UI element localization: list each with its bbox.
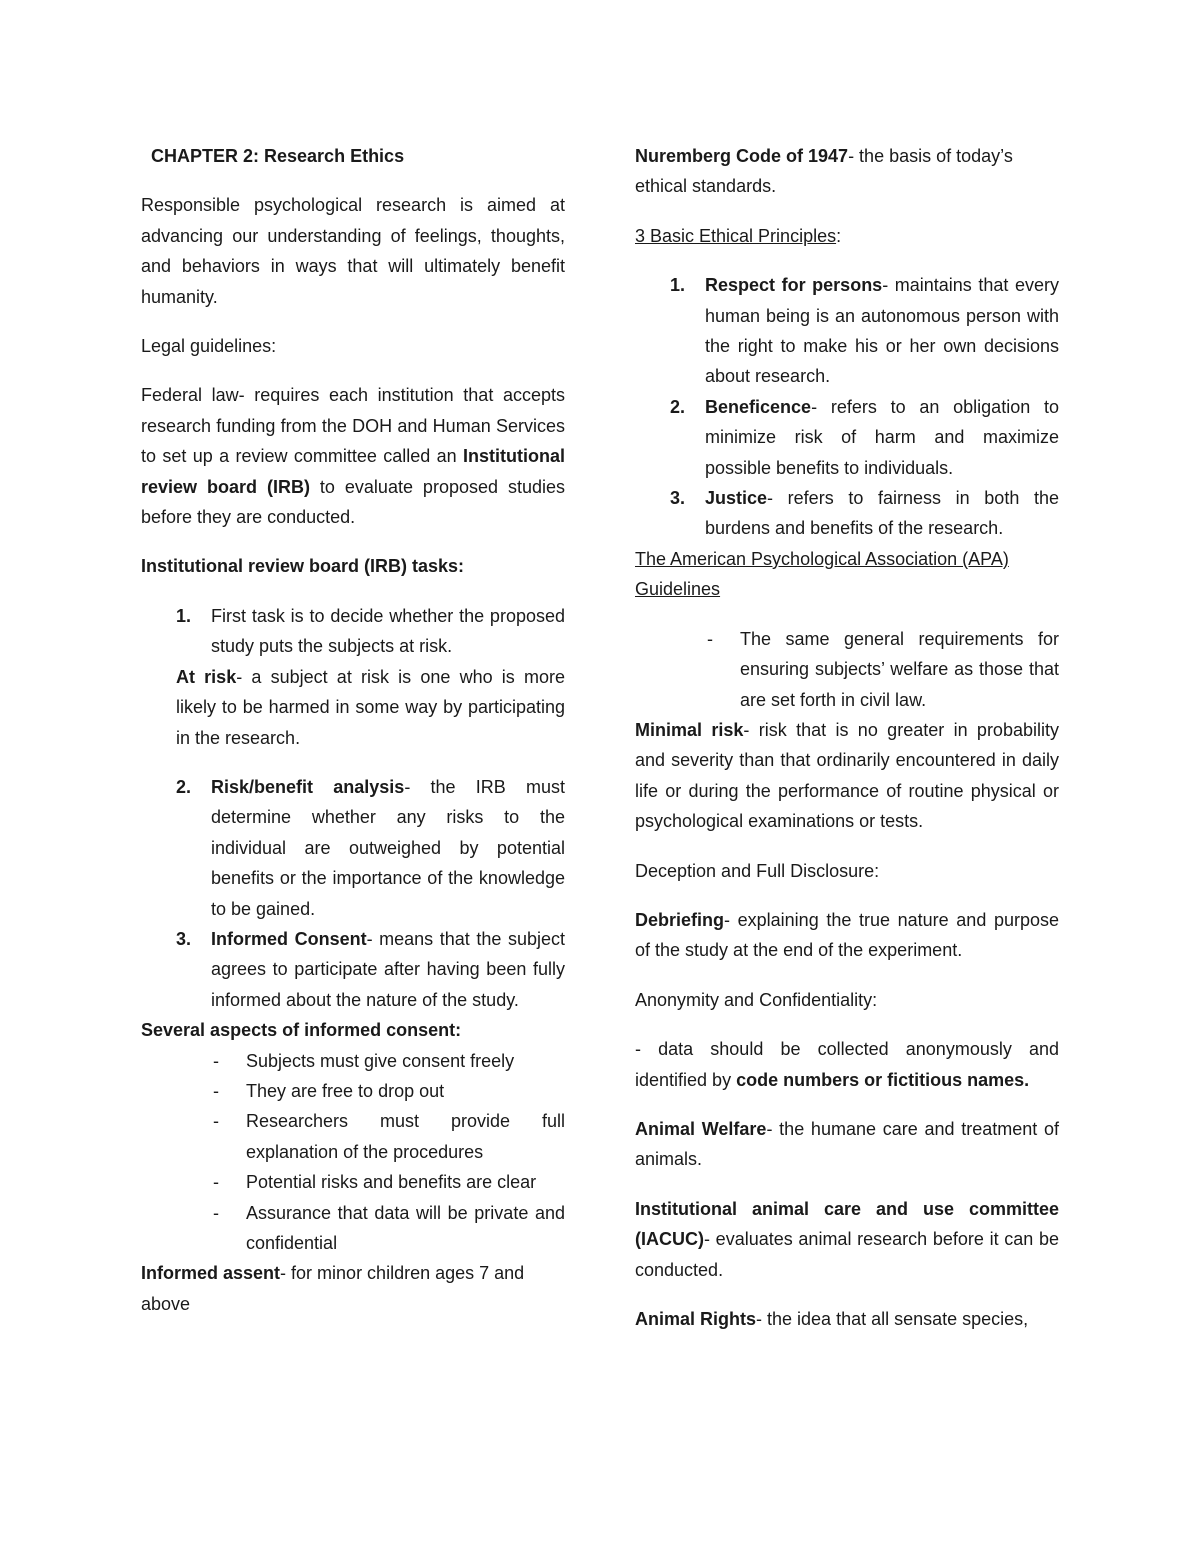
- irb-term: Institutional review board (IRB): [141, 446, 565, 497]
- dash-marker: -: [213, 1172, 219, 1193]
- list-item: [141, 1076, 565, 1106]
- principles-heading-colon: :: [836, 225, 842, 246]
- irb-task-1-text: First task is to decide whether the proposed study puts the subjects at risk.: [211, 605, 565, 657]
- principle-1: [635, 270, 1059, 392]
- intro-paragraph: Responsible psychological research is aimed at advancing our understanding of feelings, thoughts, and behaviors in ways that will ultimately benefit humanity.: [141, 195, 565, 307]
- anonymity-bold: code numbers or fictitious names.: [736, 1069, 1030, 1090]
- informed-assent-text: - for minor children ages 7 and above: [141, 1263, 525, 1314]
- irb-task-3-text: - means that the subject agrees to participate after having been fully informed about the nature of the study.: [211, 928, 565, 1010]
- federal-law-text-b: to evaluate proposed studies before they are conducted.: [141, 476, 565, 528]
- list-item: [141, 1198, 565, 1259]
- irb-task-list-continued: [141, 772, 565, 1015]
- principle-1-text: - maintains that every human being is an autonomous person with the right to make his or her own decisions about research.: [705, 275, 1059, 387]
- nuremberg-text: - the basis of today’s ethical standards.: [635, 146, 1013, 197]
- list-item: [141, 1046, 565, 1076]
- anonymity-heading: Anonymity and Confidentiality:: [635, 989, 878, 1010]
- animal-rights-paragraph: [635, 1304, 1059, 1334]
- federal-law-term: Federal law: [141, 385, 239, 406]
- animal-welfare-paragraph: [635, 1114, 1059, 1175]
- principles-list: [635, 270, 1059, 544]
- irb-task-3: [141, 924, 565, 1015]
- apa-item-text: The same general requirements for ensuring subjects’ welfare as those that are set forth in civil law.: [740, 628, 1059, 710]
- list-item-text: Assurance that data will be private and confidential: [246, 1202, 565, 1253]
- debriefing-paragraph: [635, 905, 1059, 966]
- nuremberg-term: Nuremberg Code of 1947: [635, 146, 849, 166]
- informed-assent-term: Informed assent: [141, 1263, 281, 1284]
- dash-marker: -: [213, 1080, 219, 1101]
- dash-marker: -: [213, 1202, 219, 1223]
- apa-list: [635, 624, 1059, 715]
- consent-aspects-list: [141, 1046, 565, 1259]
- at-risk-term: At risk: [176, 666, 237, 687]
- principles-heading: [635, 221, 1059, 251]
- principle-1-term: Respect for persons: [705, 275, 883, 296]
- list-number: 2.: [670, 396, 686, 417]
- list-item-text: They are free to drop out: [246, 1080, 445, 1101]
- debriefing-term: Debriefing: [635, 909, 725, 930]
- principle-3-text: - refers to fairness in both the burdens and benefits of the research.: [705, 488, 1059, 539]
- deception-heading: Deception and Full Disclosure:: [635, 860, 880, 881]
- debriefing-text: - explaining the true nature and purpose of the study at the end of the experiment.: [635, 909, 1059, 961]
- iacuc-term: Institutional animal care and use committee (IACUC): [635, 1198, 1059, 1250]
- minimal-risk-term: Minimal risk: [635, 719, 744, 740]
- irb-task-3-term: Informed Consent: [211, 928, 367, 949]
- principle-3-term: Justice: [705, 488, 768, 509]
- animal-rights-term: Animal Rights: [635, 1309, 757, 1329]
- principles-heading-text: 3 Basic Ethical Principles: [635, 225, 837, 246]
- list-number: 1.: [670, 275, 686, 296]
- list-item-text: Subjects must give consent freely: [246, 1050, 515, 1071]
- list-item: [635, 624, 1059, 715]
- iacuc-text: - evaluates animal research before it can be conducted.: [635, 1229, 1059, 1280]
- dash-marker: -: [213, 1050, 219, 1071]
- principle-3: [635, 483, 1059, 544]
- animal-welfare-term: Animal Welfare: [635, 1118, 767, 1139]
- federal-law-text-a: - requires each institution that accepts research funding from the DOH and Human Services to set up a review committee called an: [141, 385, 565, 467]
- anonymity-text: - data should be collected anonymously and identified by: [635, 1039, 1059, 1090]
- anonymity-paragraph: [635, 1034, 1059, 1095]
- apa-heading-text: The American Psychological Association (APA) Guidelines: [635, 548, 1009, 600]
- irb-tasks-heading-text: Institutional review board (IRB) tasks:: [141, 556, 465, 577]
- list-item-text: Potential risks and benefits are clear: [246, 1172, 537, 1193]
- irb-task-2: [141, 772, 565, 924]
- minimal-risk-paragraph: [635, 715, 1059, 837]
- minimal-risk-text: - risk that is no greater in probability and severity than that ordinarily encountered in daily life or during the performance of routine physical or psychological examinations or tests.: [635, 719, 1059, 832]
- dash-marker: -: [213, 1111, 219, 1132]
- list-item-text: Researchers must provide full explanation of the procedures: [246, 1111, 565, 1162]
- irb-task-2-term: Risk/benefit analysis: [211, 776, 405, 797]
- irb-task-1: [141, 601, 565, 662]
- consent-aspects-heading-text: Several aspects of informed consent:: [141, 1020, 462, 1041]
- irb-task-2-text: - the IRB must determine whether any risks to the individual are outweighed by potential benefits or the importance of the knowledge to be gained.: [211, 776, 566, 919]
- at-risk-paragraph: [176, 662, 565, 753]
- list-item: [141, 1106, 565, 1167]
- at-risk-text: - a subject at risk is one who is more likely to be harmed in some way by participating in the research.: [176, 666, 565, 748]
- irb-task-list: [141, 601, 565, 662]
- left-column: [141, 141, 565, 1338]
- animal-welfare-text: - the humane care and treatment of animals.: [635, 1118, 1059, 1170]
- informed-assent-paragraph: [141, 1258, 565, 1319]
- apa-heading: [635, 544, 1059, 605]
- animal-rights-text: - the idea that all sensate species,: [756, 1309, 1029, 1329]
- consent-aspects-heading: [141, 1015, 565, 1045]
- principle-2-term: Beneficence: [705, 396, 812, 417]
- legal-guidelines-heading: Legal guidelines:: [141, 336, 277, 357]
- principle-2: [635, 392, 1059, 483]
- list-number: 2.: [176, 776, 192, 797]
- right-column: [635, 141, 1059, 1353]
- list-number: 3.: [176, 928, 192, 949]
- dash-marker: -: [707, 628, 713, 649]
- chapter-title: [151, 141, 565, 171]
- irb-tasks-heading: [141, 551, 565, 581]
- nuremberg-paragraph: [635, 141, 1059, 202]
- iacuc-paragraph: [635, 1194, 1059, 1285]
- chapter-title-text: CHAPTER 2: Research Ethics: [151, 146, 405, 166]
- list-number: 1.: [176, 605, 192, 626]
- federal-law-paragraph: [141, 380, 565, 532]
- list-number: 3.: [670, 488, 686, 509]
- list-item: [141, 1167, 565, 1197]
- principle-2-text: - refers to an obligation to minimize risk of harm and maximize possible benefits to individuals.: [705, 396, 1059, 478]
